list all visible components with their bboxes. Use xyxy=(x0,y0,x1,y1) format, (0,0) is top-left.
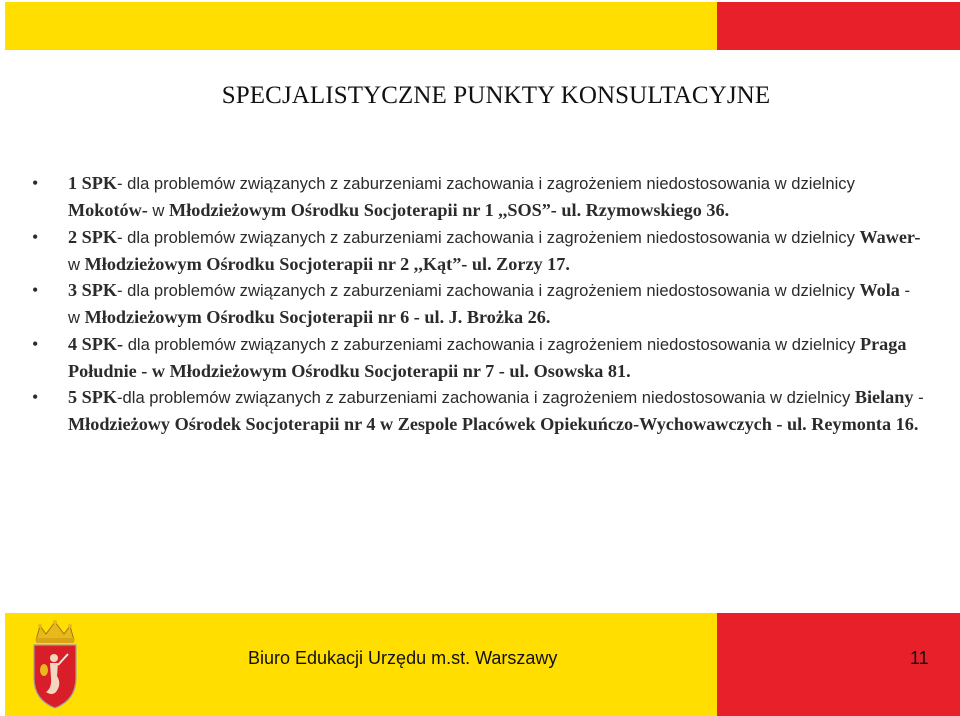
item-district: Bielany xyxy=(854,387,914,407)
item-head: 1 SPK xyxy=(68,173,118,193)
item-place: Młodzieżowym Ośrodku Socjoterapii nr 6 - ul. J. Brożka 26. xyxy=(84,307,551,327)
slide-title: SPECJALISTYCZNE PUNKTY KONSULTACYJNE xyxy=(221,82,771,109)
spk-list xyxy=(68,170,926,437)
item-desc: - dla problemów związanych z zaburzeniami zachowania i zagrożeniem niedostosowania w dzielnicy xyxy=(117,174,855,193)
item-place: - w Młodzieżowym Ośrodku Socjoterapii nr 7 - ul. Osowska 81. xyxy=(136,360,631,381)
item-place: Młodzieżowym Ośrodku Socjoterapii nr 1 ,,SOS”- ul. Rzymowskiego 36. xyxy=(169,200,730,220)
item-head: 3 SPK xyxy=(68,280,118,300)
list-item xyxy=(68,170,926,224)
item-desc: -dla problemów związanych z zaburzeniami zachowania i zagrożeniem niedostosowania w dzielnicy xyxy=(117,388,851,407)
list-item xyxy=(68,277,926,331)
item-mid: - xyxy=(913,388,924,407)
item-desc: dla problemów związanych z zaburzeniami zachowania i zagrożeniem niedostosowania w dzielnicy xyxy=(123,334,856,354)
item-mid: w xyxy=(68,254,85,274)
item-head: 4 SPK- xyxy=(68,333,124,354)
list-item xyxy=(68,331,926,385)
item-head: 2 SPK xyxy=(68,226,118,247)
item-desc: - dla problemów związanych z zaburzeniami zachowania i zagrożeniem niedostosowania w dzielnicy xyxy=(117,227,855,247)
page-number: 11 xyxy=(910,648,929,668)
warsaw-coat-of-arms-icon xyxy=(26,618,84,710)
top-band-yellow xyxy=(5,2,717,50)
footer-text: Biuro Edukacji Urzędu m.st. Warszawy xyxy=(248,648,558,668)
item-district: Mokotów- xyxy=(68,200,148,220)
item-district: Praga Południe xyxy=(68,333,907,381)
list-item xyxy=(68,224,926,278)
item-place: Młodzieżowy Ośrodek Socjoterapii nr 4 w Zespole Placówek Opiekuńczo-Wychowawczych - ul. Reymonta 16. xyxy=(68,414,919,434)
list-item xyxy=(68,384,926,437)
item-district: Wola xyxy=(859,280,900,300)
item-mid: w xyxy=(147,201,170,220)
item-desc: - dla problemów związanych z zaburzeniami zachowania i zagrożeniem niedostosowania w dzielnicy xyxy=(117,281,855,300)
item-mid: - w xyxy=(68,281,911,327)
item-district: Wawer- xyxy=(859,226,921,247)
item-place: Młodzieżowym Ośrodku Socjoterapii nr 2 ,,Kąt”- ul. Zorzy 17. xyxy=(84,253,570,274)
item-head: 5 SPK xyxy=(68,387,118,407)
top-band-red xyxy=(717,2,960,50)
